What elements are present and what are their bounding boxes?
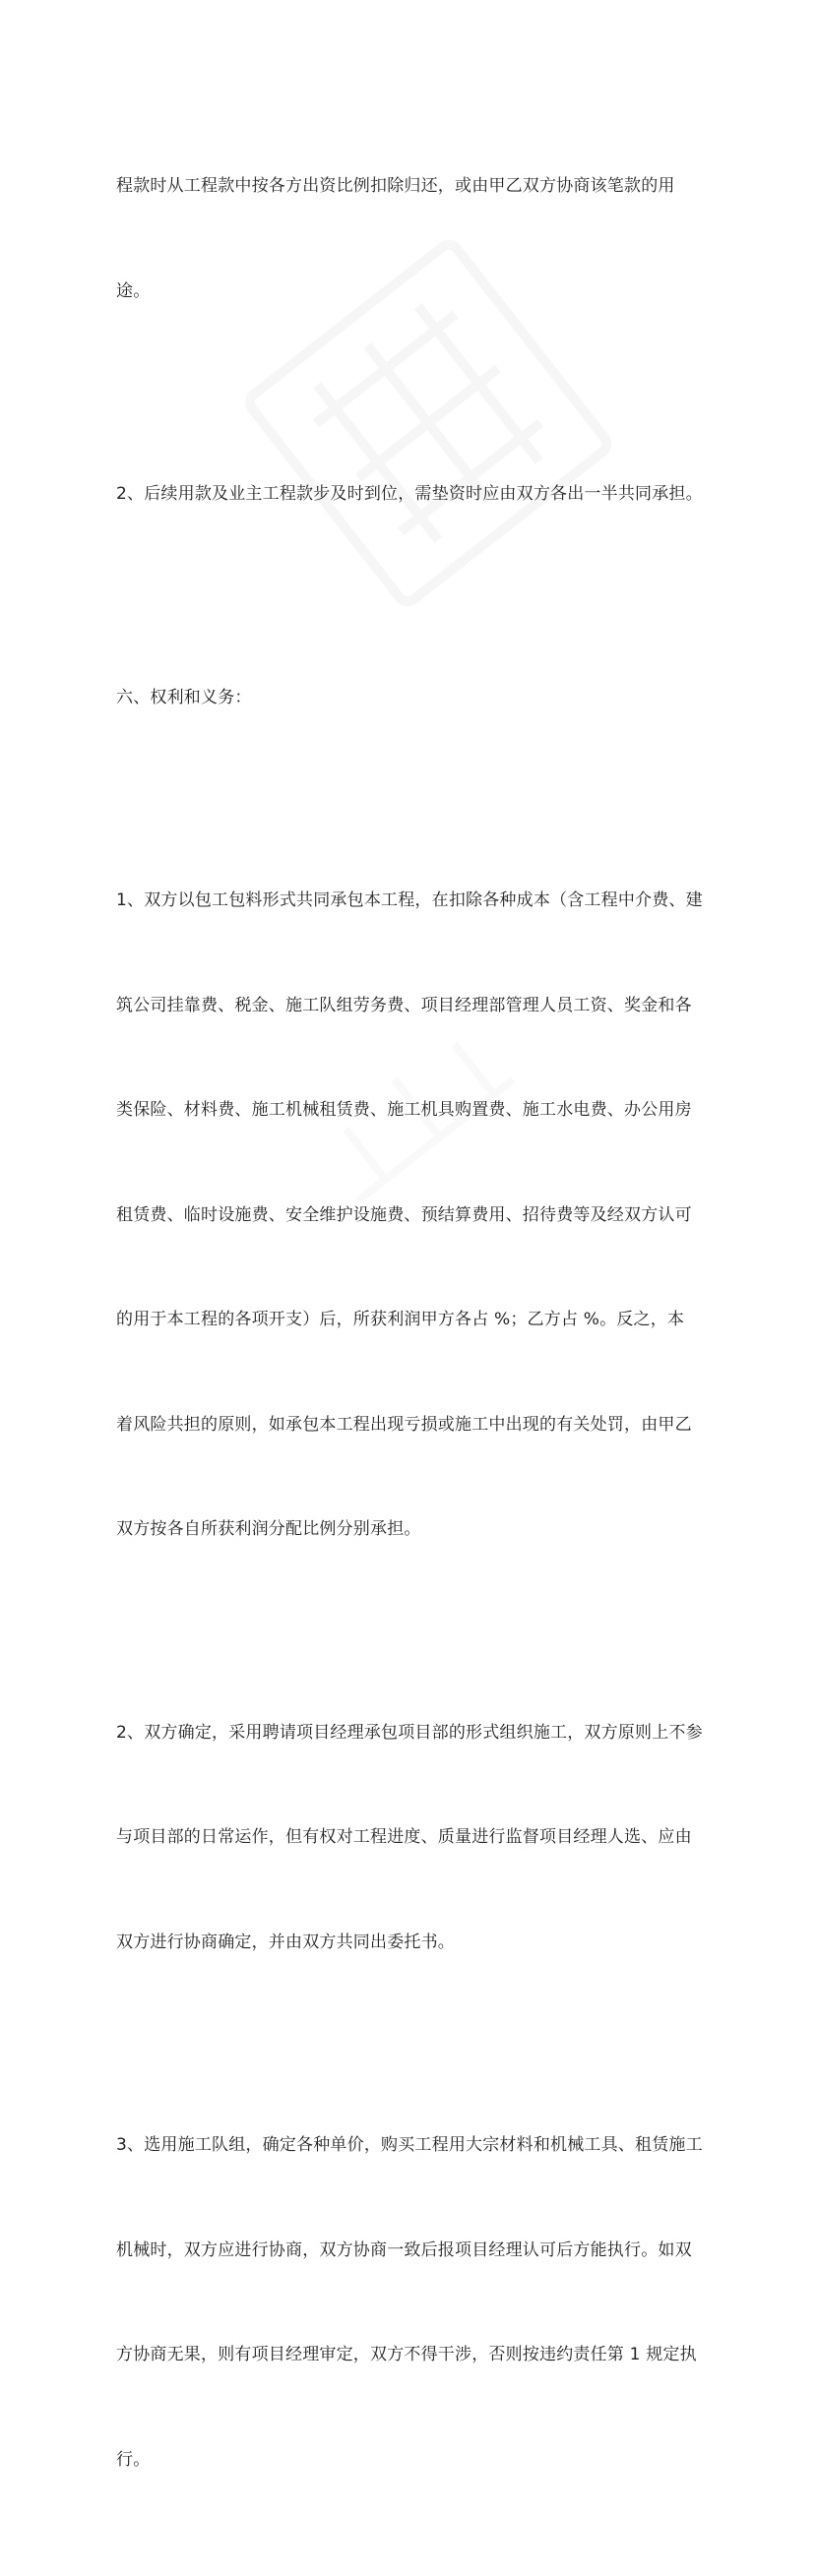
paragraph-line: 1、双方以包工包料形式共同承包本工程，在扣除各种成本（含工程中介费、建 <box>116 890 703 910</box>
paragraph <box>116 814 707 1618</box>
paragraph-line: 机械时，双方应进行协商，双方协商一致后报项目经理认可后方能执行。如双 <box>116 2239 692 2260</box>
paragraph-line: 2、双方确定，采用聘请项目经理承包项目部的形式组织施工，双方原则上不参 <box>116 1722 703 1743</box>
paragraph-line: 2、后续用款及业主工程款步及时到位，需垫资时应由双方各出一半共同承担。 <box>116 484 703 504</box>
paragraph-line: 着风险共担的原则，如承包本工程出现亏损或施工中出现的有关处罚，由甲乙 <box>116 1414 692 1435</box>
paragraph-line: 租赁费、临时设施费、安全维护设施费、预结算费用、招待费等及经双方认可 <box>116 1204 692 1225</box>
paragraph <box>116 2058 707 2547</box>
paragraph-line: 双方按各自所获利润分配比例分别承担。 <box>116 1519 421 1539</box>
paragraph <box>116 1646 707 2031</box>
section-heading <box>116 611 707 786</box>
paragraph-line: 双方进行协商确定，并由双方共同出委托书。 <box>116 1932 455 1952</box>
paragraph-line: 类保险、材料费、施工机械租赁费、施工机具购置费、施工水电费、办公用房 <box>116 1100 692 1120</box>
document-content <box>116 99 707 2576</box>
paragraph-line: 筑公司挂靠费、税金、施工队组劳务费、项目经理部管理人员工资、奖金和各 <box>116 995 692 1015</box>
paragraph-line: 的用于本工程的各项开支）后，所获利润甲方各占 %；乙方占 %。反之，本 <box>116 1310 685 1329</box>
paragraph-line: 行。 <box>116 2449 151 2470</box>
paragraph-line: 途。 <box>116 280 151 301</box>
paragraph <box>116 99 707 379</box>
section-heading-text: 六、权利和义务： <box>116 687 252 707</box>
paragraph-line: 3、选用施工队组，确定各种单价，购买工程用大宗材料和机械工具、租赁施工 <box>116 2135 703 2155</box>
paragraph <box>116 407 707 583</box>
paragraph-line: 与项目部的日常运作，但有权对工程进度、质量进行监督项目经理人选、应由 <box>116 1827 692 1847</box>
paragraph-line: 方协商无果，则有项目经理审定，双方不得干涉，否则按违约责任第 1 规定执 <box>116 2345 697 2364</box>
paragraph-line: 程款时从工程款中按各方出资比例扣除归还，或由甲乙双方协商该笔款的用 <box>116 176 675 196</box>
